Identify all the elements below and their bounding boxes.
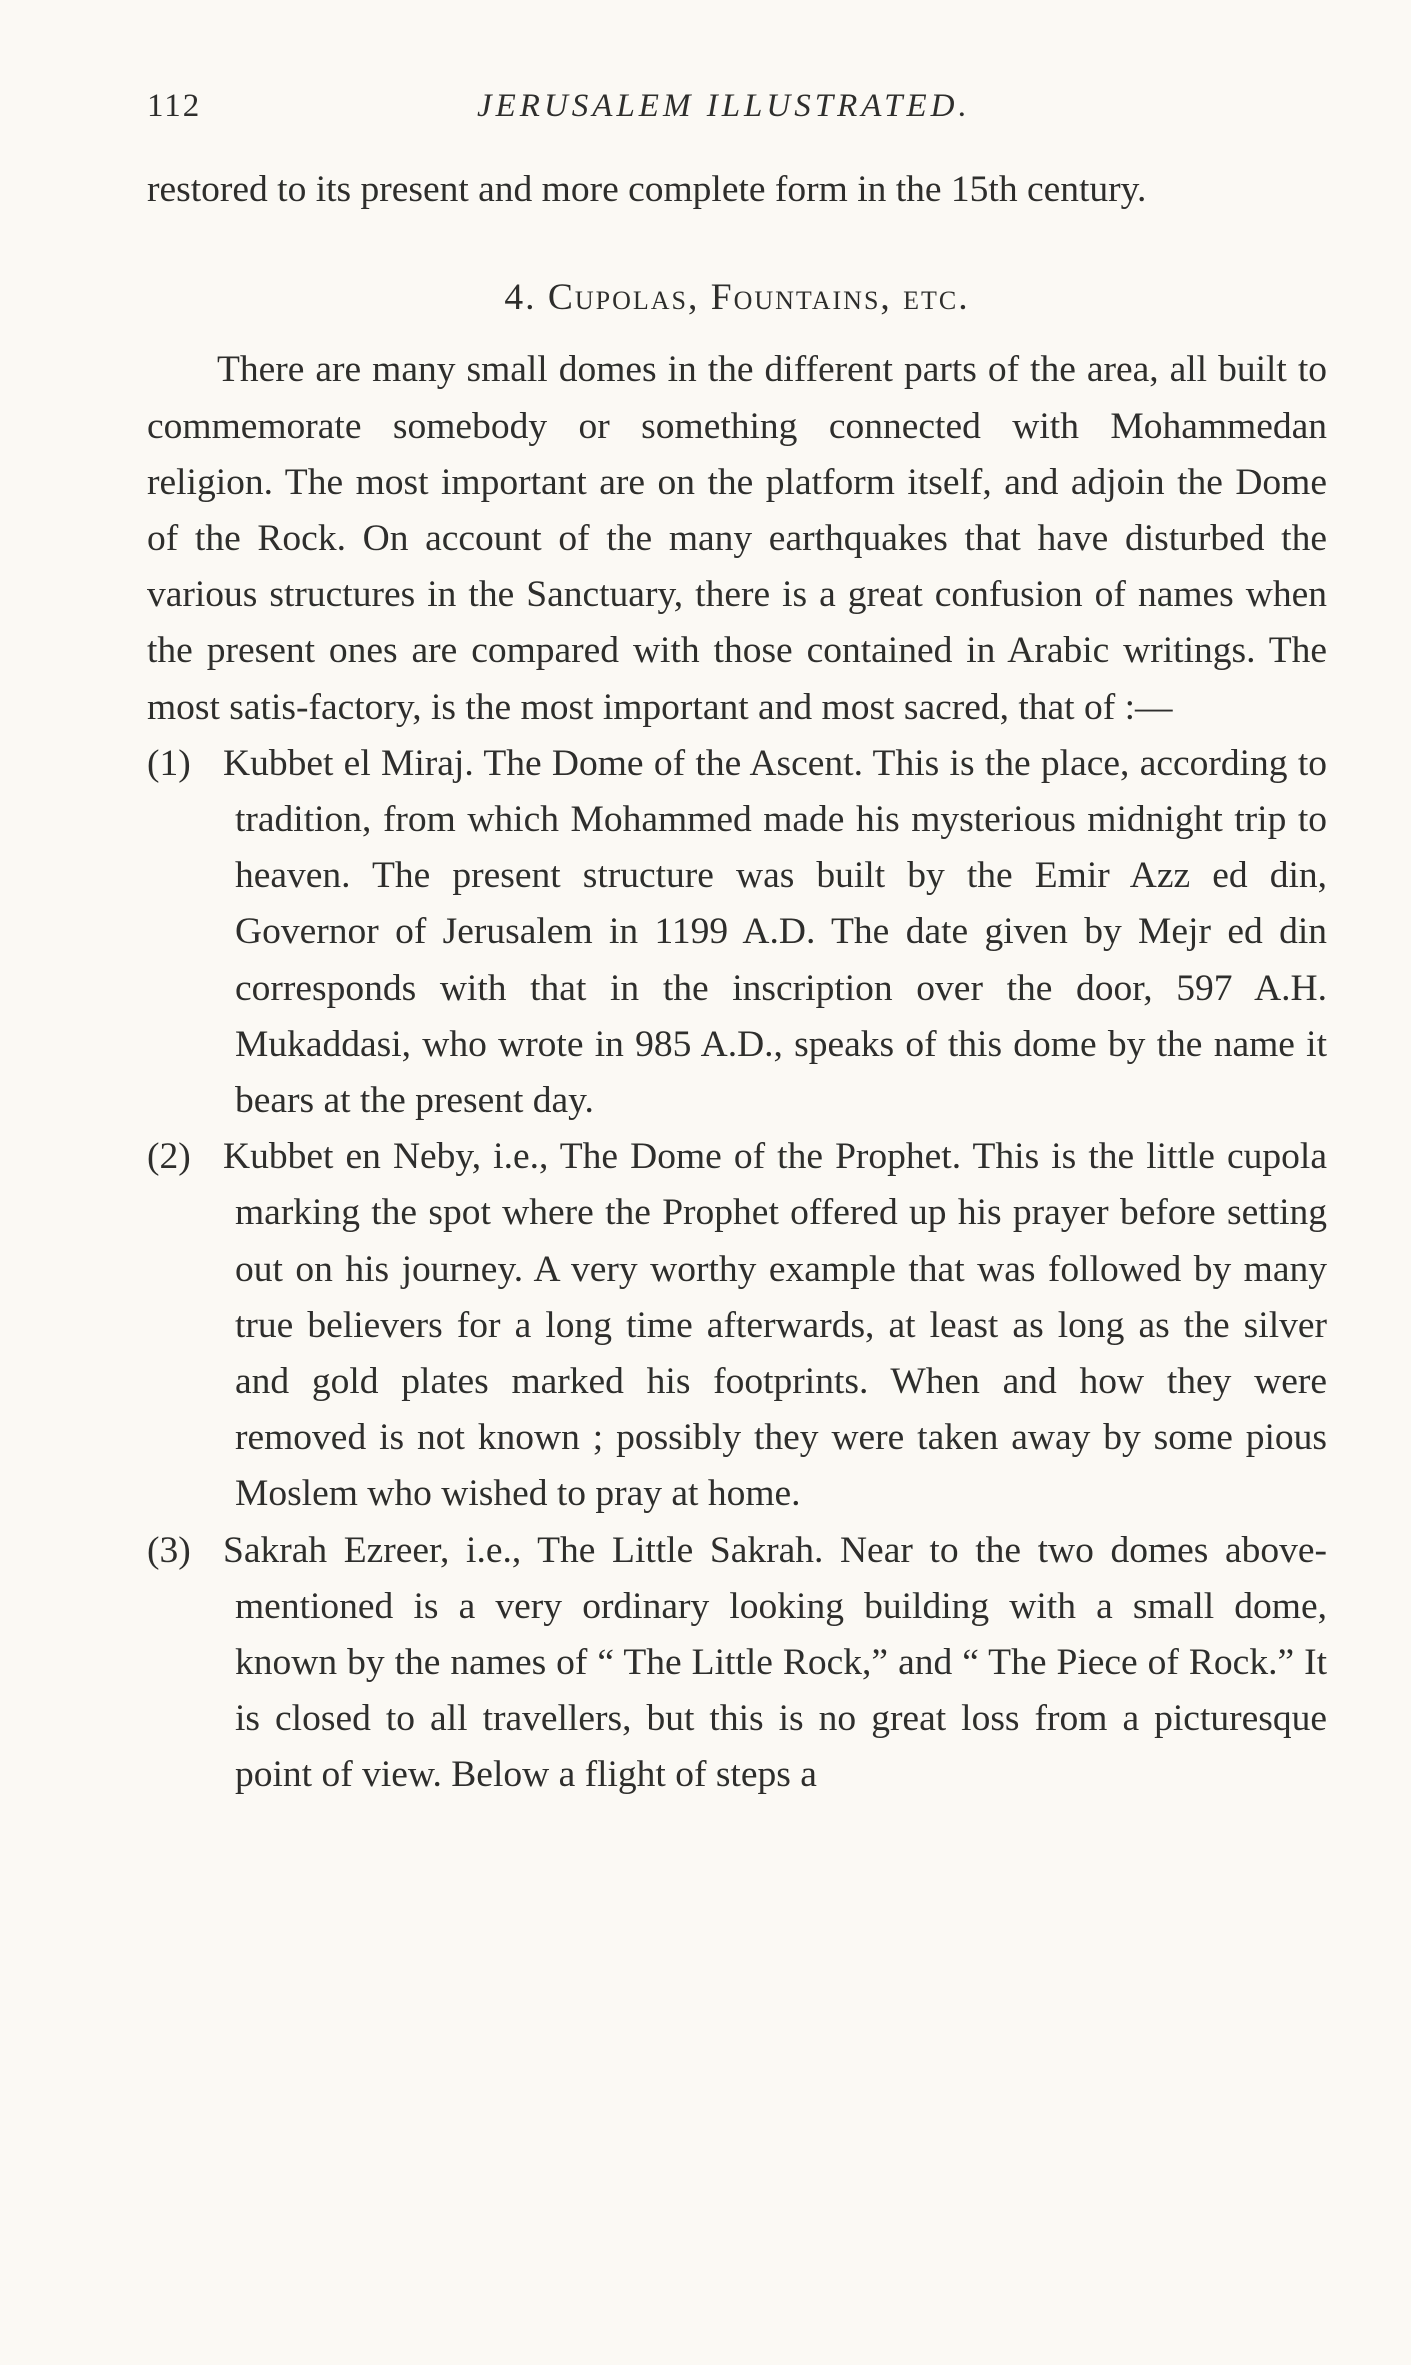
continuation-paragraph: restored to its present and more complete form in the 15th century. — [147, 169, 1147, 210]
list-item-1 — [147, 736, 1327, 1129]
item-text: Kubbet el Miraj. The Dome of the Ascent. This is the place, according to tradition, from which Mohammed made his mysterious midnight trip to heaven. The present structure was built by the Emir Azz ed din, Governor of Jerusalem in 1199 A.D. The date given by Mejr ed din corresponds with that in the inscription over the door, 597 A.H. Mukaddasi, who wrote in 985 A.D., speaks of this dome by the name it bears at the present day. — [223, 742, 1327, 1122]
list-item-3 — [147, 1523, 1327, 1804]
item-number: (3) — [147, 1529, 191, 1571]
page-number: 112 — [147, 88, 202, 124]
section-heading: 4. Cupolas, Fountains, etc. — [504, 277, 970, 319]
list-item-2 — [147, 1129, 1327, 1522]
item-text: Sakrah Ezreer, i.e., The Little Sakrah. Near to the two domes above-mentioned is a very ordinary looking building with a small dome, known by the names of “ The Little Rock,” and “ The Piece of Rock.” It is closed to all travellers, but this is no great loss from a picturesque point of view. Below a flight of steps a — [223, 1529, 1327, 1796]
item-number: (2) — [147, 1136, 191, 1178]
running-title: JERUSALEM ILLUSTRATED. — [477, 88, 971, 124]
body-text — [147, 162, 1327, 1804]
item-number: (1) — [147, 742, 191, 784]
running-head — [147, 88, 1327, 138]
item-text: Kubbet en Neby, i.e., The Dome of the Prophet. This is the little cupola marking the spot where the Prophet offered up his prayer before setting out on his journey. A very worthy example that was followed by many true believers for a long time afterwards, at least as long as the silver and gold plates marked his footprints. When and how they were removed is not known ; possibly they were taken away by some pious Moslem who wished to pray at home. — [223, 1136, 1327, 1515]
intro-paragraph: There are many small domes in the different parts of the area, all built to commemorate somebody or something connected with Mohammedan religion. The most important are on the platform itself, and adjoin the Dome of the Rock. On account of the many earthquakes that have disturbed the various structures in the Sanctuary, there is a great confusion of names when the present ones are compared with those contained in Arabic writings. The most satis-factory, is the most important and most sacred, that of :— — [147, 349, 1327, 728]
